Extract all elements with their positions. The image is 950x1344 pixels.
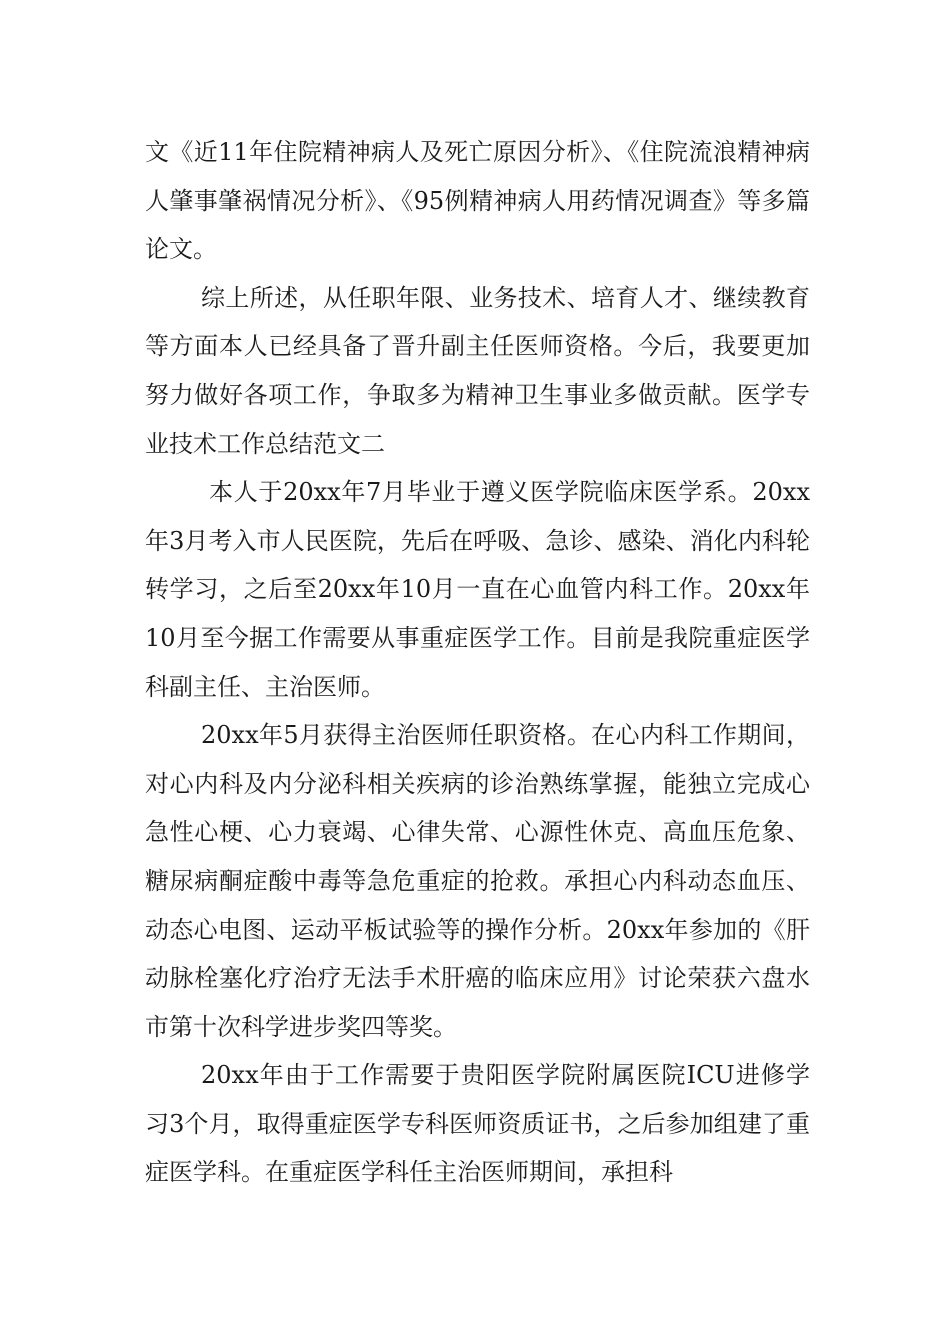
document-body <box>145 128 810 1197</box>
paragraph-summary: 综上所述，从任职年限、业务技术、培育人才、继续教育等方面本人已经具备了晋升副主任医师资格。今后，我要更加努力做好各项工作，争取多为精神卫生事业多做贡献。医学专业技术工作总结范文二 <box>145 283 810 458</box>
paragraph-papers-list: 文《近11年住院精神病人及死亡原因分析》、《住院流浪精神病人肇事肇祸情况分析》、《95例精神病人用药情况调查》等多篇论文。 <box>145 138 810 264</box>
paragraph-qualification: 20xx年5月获得主治医师任职资格。在心内科工作期间， 对心内科及内分泌科相关疾病的诊治熟练掌握，能独立完成心急性心梗、心力衰竭、心律失常、心源性休克、高血压危象、糖尿病酮症酸中毒等急危重症的抢救。承担心内科动态血压、动态心电图、运动平板试验等的操作分析。20xx年参加的《肝动脉栓塞化疗治疗无法手术肝癌的临床应用》讨论荣获六盘水市第十次科学进步奖四等奖。 <box>145 721 810 1041</box>
paragraph-career-history: 本人于20xx年7月毕业于遵义医学院临床医学系。20xx年3月考入市人民医院，先后在呼吸、急诊、感染、消化内科轮转学习，之后至20xx年10月一直在心血管内科工作。20xx年10月至今据工作需要从事重症医学工作。目前是我院重症医学科副主任、主治医师。 <box>145 478 810 701</box>
paragraph-icu-training: 20xx年由于工作需要于贵阳医学院附属医院ICU进修学习3个月，取得重症医学专科医师资质证书，之后参加组建了重症医学科。在重症医学科任主治医师期间，承担科 <box>145 1061 810 1187</box>
